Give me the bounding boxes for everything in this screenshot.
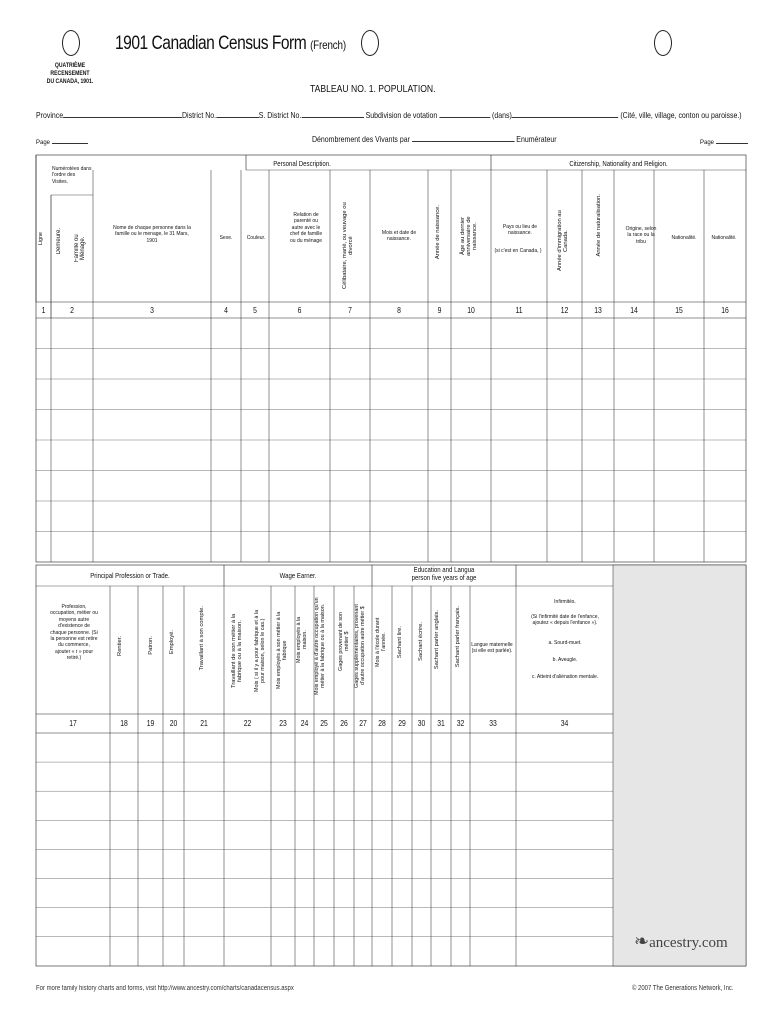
column-number: 22: [243, 719, 252, 728]
column-number: 3: [150, 306, 154, 315]
column-number: 31: [437, 719, 445, 728]
annee-immigration-label: Année d'immigration au Canada.: [557, 210, 569, 272]
sexe-label: Sexe.: [219, 235, 233, 241]
column-number: 32: [456, 719, 465, 728]
page-left: Page: [36, 138, 88, 146]
celibataire-label: Célibataire, marié, ou veuvage ou divorcé: [342, 202, 354, 290]
employe-label: Employé.: [169, 630, 175, 655]
column-number: 21: [200, 719, 208, 728]
rentier-label: Rentier.: [117, 636, 123, 656]
column-number: 28: [378, 719, 386, 728]
column-number: 5: [253, 306, 257, 315]
column-number: 25: [320, 719, 328, 728]
column-number: 34: [560, 719, 569, 728]
infirmite-b: b. Aveugle.: [552, 657, 578, 663]
pays-label: Pays ou lieu de naissance.: [502, 224, 538, 237]
mois-employe-label: Mois employés à son métier à la fabrique: [276, 611, 288, 689]
column-number: 20: [169, 719, 178, 728]
column-number: 29: [398, 719, 406, 728]
mois-ecole-label: Mois à l'école durant l'année.: [375, 617, 387, 667]
ancestry-logo: ❧ancestry.com: [634, 931, 728, 951]
langue-label: Langue maternelle (si elle est parlée).: [471, 642, 513, 655]
principal-profession-header: Principal Profession or Trade.: [90, 571, 170, 580]
column-number: 8: [397, 306, 401, 315]
sachant-ecrire-label: Sachant écrire.: [418, 622, 424, 661]
relation-label: Relation de parenté ou autre avec le chef de famille ou du ménage: [289, 212, 323, 244]
column-number: 15: [675, 306, 683, 315]
mois-occupation-label: Mois employé à d'autre occupation qu'un métier à la fabrique ou à la maison.: [314, 597, 326, 695]
census-subtitle: QUATRIÈME RECENSEMENT DU CANADA, 1901.: [46, 63, 94, 85]
patron-label: Patron.: [148, 636, 154, 655]
column-number: 6: [297, 306, 302, 315]
column-number: 11: [515, 306, 523, 315]
mois-maison-label: Mois employés à la maison.: [296, 616, 308, 664]
column-number: 14: [630, 306, 638, 315]
travaillant-compte-label: Travaillant à son compte.: [199, 606, 205, 671]
personal-description-header: Personal Description.: [273, 159, 331, 168]
ligne-label: Ligne: [38, 232, 44, 246]
nom-label: Nome de chaque personne dans la famille ou le menage, le 31 Mars, 1901: [113, 225, 191, 244]
mois-date-label: Mois et date de naissance.: [381, 230, 417, 243]
column-number: 23: [279, 719, 287, 728]
column-number: 26: [340, 719, 348, 728]
column-number: 30: [417, 719, 426, 728]
column-number: 1: [41, 306, 46, 315]
column-number: 33: [489, 719, 497, 728]
column-number: 12: [560, 306, 569, 315]
infirmites-note: (Si l'infirmité date de l'enfance, ajoutez « depuis l'enfance »).: [531, 614, 599, 627]
age-label: Âge au dernier anniversaire de naissance.: [460, 216, 478, 256]
infirmite-c: c. Atteint d'aliénation mentale.: [531, 674, 599, 680]
column-number: 10: [467, 306, 475, 315]
column-number: 16: [721, 306, 729, 315]
travaillant-metier-label: Travaillant de son métier à la fabrique ou à la maison.: [231, 613, 243, 689]
annee-naturalisation-label: Année de naturalisation.: [596, 194, 602, 257]
wage-earner-header: Wage Earner.: [279, 571, 317, 580]
mois-fabrique-label: Mois ( si il y a pour fabrique et à la pour maison, selon le cas.): [254, 609, 266, 693]
column-number: 2: [70, 306, 74, 315]
gages-extra-label: Gages supplémentaires, provenant d'autre occupation autre métier $: [354, 604, 366, 688]
education-header: Education and Langua person five years of age: [411, 565, 477, 582]
couleur-label: Couleur.: [246, 235, 266, 241]
citizenship-header: Citizenship, Nationality and Religion.: [569, 159, 668, 168]
column-number: 4: [224, 306, 228, 315]
infirmites-label: Infirmités.: [554, 599, 576, 605]
pays-note-label: (si c'est en Canada, ): [494, 248, 542, 254]
nationalite2-label: Nationalité.: [711, 235, 737, 241]
footer-copyright: © 2007 The Generations Network, Inc.: [632, 985, 734, 992]
enumeration-field: Dénombrement des Vivants par Enumérateur: [312, 134, 557, 144]
column-number: 27: [359, 719, 367, 728]
sachant-lire-label: Sachant lire.: [397, 626, 403, 659]
page-title: 1901 Canadian Census Form (French): [115, 33, 346, 54]
annee-naissance-label: Année de naissance.: [435, 205, 441, 260]
column-number: 13: [594, 306, 602, 315]
footer-link[interactable]: For more family history charts and forms, visit http://www.ancestry.com/charts/canadacensus.aspx: [36, 985, 294, 992]
title-note: (French): [310, 38, 346, 52]
numerotees-label: Numérotées dans l'ordre des Visites.: [52, 166, 92, 185]
profession-label: Profession, occupation, métier ou moyens autre d'existence de chaque personne. (Si la personne est retire du commerce, ajouter « r » pour retiré.): [50, 604, 98, 662]
infirmite-a: a. Sourd-muet.: [548, 640, 582, 646]
parler-francais-label: Sachant parler français.: [455, 606, 461, 668]
gages-label: Gages provenant de son métier $: [338, 611, 350, 671]
page-right: Page: [700, 138, 748, 146]
origine-label: Origine, selon la race ou la tribu: [625, 226, 657, 245]
table-title: TABLEAU NO. 1. POPULATION.: [310, 83, 436, 95]
column-number: 17: [69, 719, 77, 728]
column-number: 19: [146, 719, 155, 728]
demeure-label: Demeure.: [56, 228, 62, 255]
location-fields: Province District No. S. District No. Subdivision de votation (dans) (Cité, ville, village, conton ou paroisse.): [36, 110, 742, 120]
column-number: 9: [437, 306, 442, 315]
famille-label: Famille ou Ménage.: [74, 234, 86, 262]
nationalite-label: Nationalité.: [671, 235, 697, 241]
column-number: 7: [348, 306, 352, 315]
ancestry-leaf-icon: ❧: [634, 931, 650, 951]
parler-anglais-label: Sachant parler anglais.: [434, 610, 440, 670]
column-number: 18: [120, 719, 128, 728]
column-number: 24: [300, 719, 309, 728]
